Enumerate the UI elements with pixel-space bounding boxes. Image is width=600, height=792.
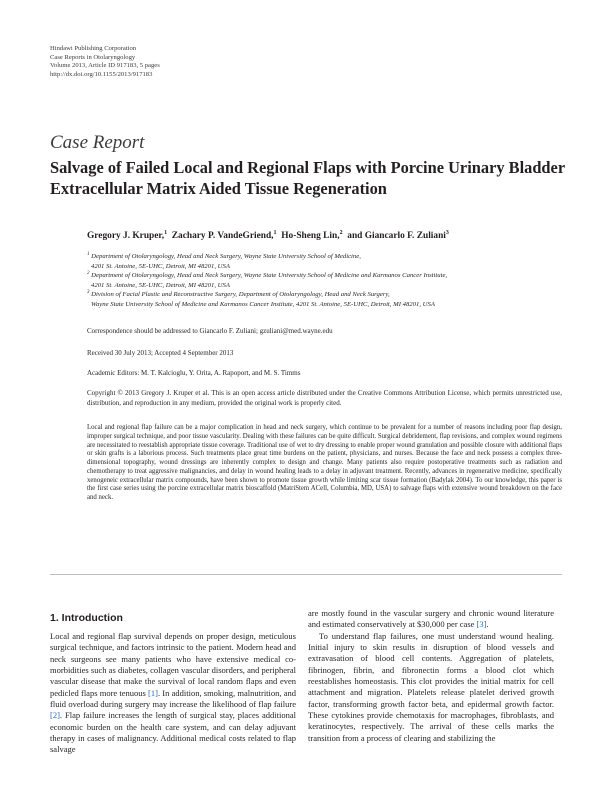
paragraph: To understand flap failures, one must understand wound healing. Initial injury to skin results in disruption of blood vessels and extravasation of blood cell contents. Aggregation of platelets, fibrinogen, fibrin, and fibronectin forms a blood clot which reestablishes homeostasis. This clot provides the initial matrix for cell attachment and migration. Platelets release platelet derived growth factor, transforming growth factor beta, and epidermal growth factor. These cytokines provide chemotaxis for macrophages, fibroblasts, and keratinocytes, respectively. The arrival of these cells marks the transition from a process of clearing and stabilizing the [308,630,554,743]
section-heading: 1. Introduction [50,612,123,624]
affiliation-line: Division of Facial Plastic and Reconstructive Surgery, Department of Otolaryngology, Head and Neck Surgery, [91,291,390,299]
affiliation-line: Wayne State University School of Medicine and Karmanos Cancer Institute, 4201 St. Antoine, 5E-UHC, Detroit, MI 48201, USA [91,300,435,308]
affiliation [87,290,562,309]
paragraph [50,631,296,756]
received-dates: Received 30 July 2013; Accepted 4 September 2013 [87,349,234,357]
paragraph-text: are mostly found in the vascular surgery and chronic wound literature and estimated conservatively at $30,000 per case [308,608,554,630]
section-divider [50,574,562,575]
affiliation-line: 4201 St. Antoine, 5E-UHC, Detroit, MI 48201, USA [91,281,230,289]
affiliation-num: 2 [87,270,90,276]
paragraph-text: . [486,619,489,630]
citation-link[interactable]: [2] [50,710,60,721]
volume-line: Volume 2013, Article ID 917183, 5 pages [50,62,160,70]
correspondence: Correspondence should be addressed to Giancarlo F. Zuliani; gzuliani@med.wayne.edu [87,327,333,335]
paragraph-text: . Flap failure increases the length of surgical stay, places additional economic burden on the health care system, and can delay adjuvant therapy in cases of malignancy. Additional medical costs related to flap salvage [50,710,296,755]
author-affil-sup: 2 [339,229,343,236]
academic-editors: Academic Editors: M. T. Kalcioglu, Y. Orita, A. Rapoport, and M. S. Timms [87,369,301,377]
author-name: Zachary P. VandeGriend, [171,231,274,241]
affiliation-line: Department of Otolaryngology, Head and Neck Surgery, Wayne State University School of Medicine, [91,253,361,260]
affiliation [87,271,562,290]
affiliation [87,252,562,271]
affiliation-line: 4201 St. Antoine, 5E-UHC, Detroit, MI 48201, USA [91,262,230,270]
affiliations [87,252,562,310]
citation-link[interactable]: [1] [148,687,158,698]
author-list [87,231,449,241]
abstract: Local and regional flap failure can be a major complication in head and neck surgery, which continue to be prevalent for a number of reasons including poor flap design, improper surgical technique, and poor tissue vascularity. Dealing with these failures can be quite difficult. Surgical debridement, flap revisions, and complex wound regimens are necessitated to reestablish appropriate tissue coverage. Traditional use of wet to dry dressing to enable proper wound granulation and possible closure with additional flaps or skin grafts is a laborious process. Such treatments place great time burdens on the patient, physicians, and nurses. Because the face and neck possess a complex three-dimensional topography, wound dressings are inherently complex to design and change. Many patients also require postoperative treatments such as radiation and chemotherapy to treat aggressive malignancies, and delay in wound healing leads to a delay in adjuvant treatment. Recently, advances in regenerative medicine, specifically xenogeneic extracellular matrix compounds, have been shown to promote tissue growth while limiting scar tissue formation (Badylak 2004). To our knowledge, this paper is the first case series using the porcine extracellular matrix bioscaffold (MatriStem ACell, Columbia, MD, USA) to salvage flaps with extensive wound breakdown on the face and neck. [87,424,562,501]
author-name: Gregory J. Kruper, [87,231,165,241]
journal-header [50,45,160,79]
paragraph-text: Local and regional flap survival depends on proper design, meticulous surgical technique, and factors intrinsic to the patient. Modern head and neck surgeons see many patients who have extensive medical co-morbidities such as diabetes, collagen vascular disorders, and peripheral vascular disease that make the survival of local random flaps and even pedicled flaps more tenuous [50,631,296,698]
journal-name: Case Reports in Otolaryngology [50,53,136,61]
paragraph-text: . In addition, smoking, malnutrition, and fluid overload during surgery may increase the likelihood of flap failure [50,687,296,710]
affiliation-num: 3 [87,290,90,296]
doi-link[interactable]: http://dx.doi.org/10.1155/2013/917183 [50,70,153,78]
author-affil-sup: 1 [273,229,277,236]
copyright-notice: Copyright © 2013 Gregory J. Kruper et al. This is an open access article distributed under the Creative Commons Attribution License, which permits unrestricted use, distribution, and reproduction in any medium, provided the original work is properly cited. [87,389,562,407]
author-affil-sup: 1 [164,229,168,236]
right-column [308,608,554,744]
citation-link[interactable]: [3] [476,619,487,630]
affiliation-line: Department of Otolaryngology, Head and Neck Surgery, Wayne State University School of Medicine and Karmanos Cancer Institute, [91,272,448,280]
author-name: and Giancarlo F. Zuliani [347,231,446,241]
article-title: Salvage of Failed Local and Regional Flaps with Porcine Urinary Bladder Extracellular Matrix Aided Tissue Regeneration [50,158,565,198]
publisher-line: Hindawi Publishing Corporation [50,45,137,52]
paragraph [308,608,554,631]
left-column [50,631,296,756]
author-name: Ho-Sheng Lin, [281,231,340,241]
article-type: Case Report [50,132,145,153]
author-affil-sup: 3 [445,229,449,236]
affiliation-num: 1 [87,251,90,257]
